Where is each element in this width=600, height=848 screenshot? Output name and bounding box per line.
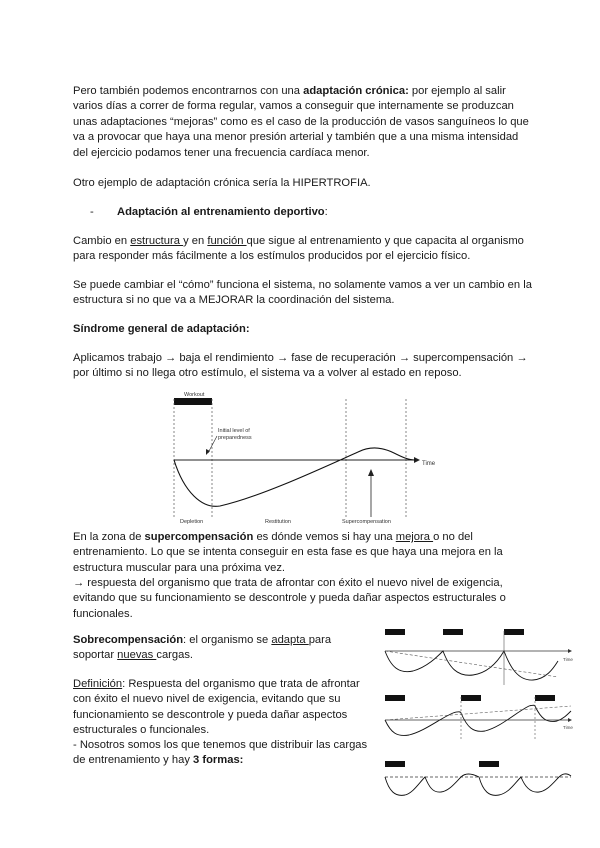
paragraph-tres-formas: - Nosotros somos los que tenemos que distribuir las cargas de entrenamiento y hay 3 formas: <box>73 739 368 767</box>
paragraph-zona-supercompensacion: En la zona de supercompensación es dónde vemos si hay una mejora o no del entrenamiento. Lo que se intenta conseguir en esta fase es que haya una mejora en la estructura muscular para una próxima vez. <box>73 531 503 574</box>
paragraph-como-funciona: Se puede cambiar el “cómo” funciona el sistema, no solamente vamos a ver un cambio en la estructura si no que va a MEJORAR la coordinación del sistema. <box>73 279 532 307</box>
load-bar <box>385 629 405 635</box>
term-mejora: mejora <box>395 531 434 543</box>
initial-level-label-2: preparedness <box>218 435 252 441</box>
depletion-label: Depletion <box>180 519 204 525</box>
time-arrow-icon <box>568 649 572 653</box>
heading-sindrome-general: Síndrome general de adaptación: <box>73 323 250 335</box>
initial-level-pointer <box>208 436 217 453</box>
supercompensation-label: Supercompensation <box>342 519 391 525</box>
load-panel-1 <box>385 629 573 685</box>
time-label: Time <box>563 657 573 662</box>
load-bar <box>443 629 463 635</box>
paragraph-definicion: Definición: Respuesta del organismo que trata de afrontar con éxito el nuevo nivel de exigencia, evitando que su funcionamiento se descontrole y pueda dañar aspectos estructurales o funcionales. <box>73 678 360 737</box>
supercompensation-figure <box>170 389 440 527</box>
load-bar <box>385 761 405 767</box>
term-supercompensacion: supercompensación <box>144 531 254 543</box>
workout-label: Workout <box>184 392 205 398</box>
paragraph-adaptacion-cronica: Pero también podemos encontrarnos con una adaptación crónica: por ejemplo al salir varios días a correr de forma regular, vamos a conseguir que internamente se produzcan unas adaptaciones “mejoras” como es el caso de la producción de vasos sanguíneos lo que va a provocar que haya una menor presión arterial y también que a una misma intensidad del ejercicio podamos tener una frecuencia cardíaca menor. <box>73 85 529 159</box>
time-label: Time <box>563 725 573 730</box>
restitution-label: Restitution <box>265 519 291 525</box>
term-adapta: adapta <box>271 634 309 646</box>
load-bar <box>535 695 555 701</box>
term-3-formas: 3 formas: <box>193 754 244 767</box>
term-funcion: función <box>207 235 247 247</box>
bullet-adaptacion-entrenamiento: - Adaptación al entrenamiento deportivo: <box>73 205 535 220</box>
initial-level-label-1: Initial level of <box>218 428 250 434</box>
response-curve <box>385 651 558 680</box>
paragraph-hipertrofia: Otro ejemplo de adaptación crónica sería la HIPERTROFIA. <box>73 177 371 189</box>
supercompensation-arrow-icon <box>368 469 374 476</box>
load-panel-3 <box>385 761 571 795</box>
load-distribution-figure <box>383 627 579 817</box>
term-definicion: Definición <box>73 678 123 690</box>
bullet-dash: - <box>90 206 94 218</box>
time-label: Time <box>422 461 436 467</box>
term-sobrecompensacion: Sobrecompensación <box>73 634 184 646</box>
load-panel-2 <box>385 695 573 741</box>
paragraph-cambio-estructura: Cambio en estructura y en función que sigue al entrenamiento y que capacita al organismo para responder más fácilmente a los estímulos producidos por el ejercicio físico. <box>73 235 524 263</box>
load-bar <box>479 761 499 767</box>
paragraph-aplicamos-trabajo: Aplicamos trabajo → baja el rendimiento → fase de recuperación → supercompensación → por último si no llega otro estímulo, el sistema va a volver al estado en reposo. <box>73 352 528 380</box>
paragraph-sobrecompensacion: Sobrecompensación: el organismo se adapta para soportar nuevas cargas. <box>73 634 332 662</box>
term-adaptacion-cronica: adaptación crónica: <box>303 85 409 97</box>
workout-bar <box>174 398 212 405</box>
trend-line <box>385 651 558 677</box>
bullet-label: Adaptación al entrenamiento deportivo <box>117 206 325 218</box>
load-bar <box>461 695 481 701</box>
response-curve <box>385 705 571 735</box>
load-bar <box>504 629 524 635</box>
time-arrow-icon <box>568 718 572 722</box>
performance-curve <box>174 448 416 506</box>
paragraph-respuesta-organismo: → respuesta del organismo que trata de afrontar con éxito el nuevo nivel de exigencia, evitando que su funcionamiento se descontrole y pueda dañar aspectos estructurales o funcionales. <box>73 577 506 620</box>
load-bar <box>385 695 405 701</box>
term-nuevas: nuevas <box>117 649 157 662</box>
term-estructura: estructura <box>130 235 184 247</box>
